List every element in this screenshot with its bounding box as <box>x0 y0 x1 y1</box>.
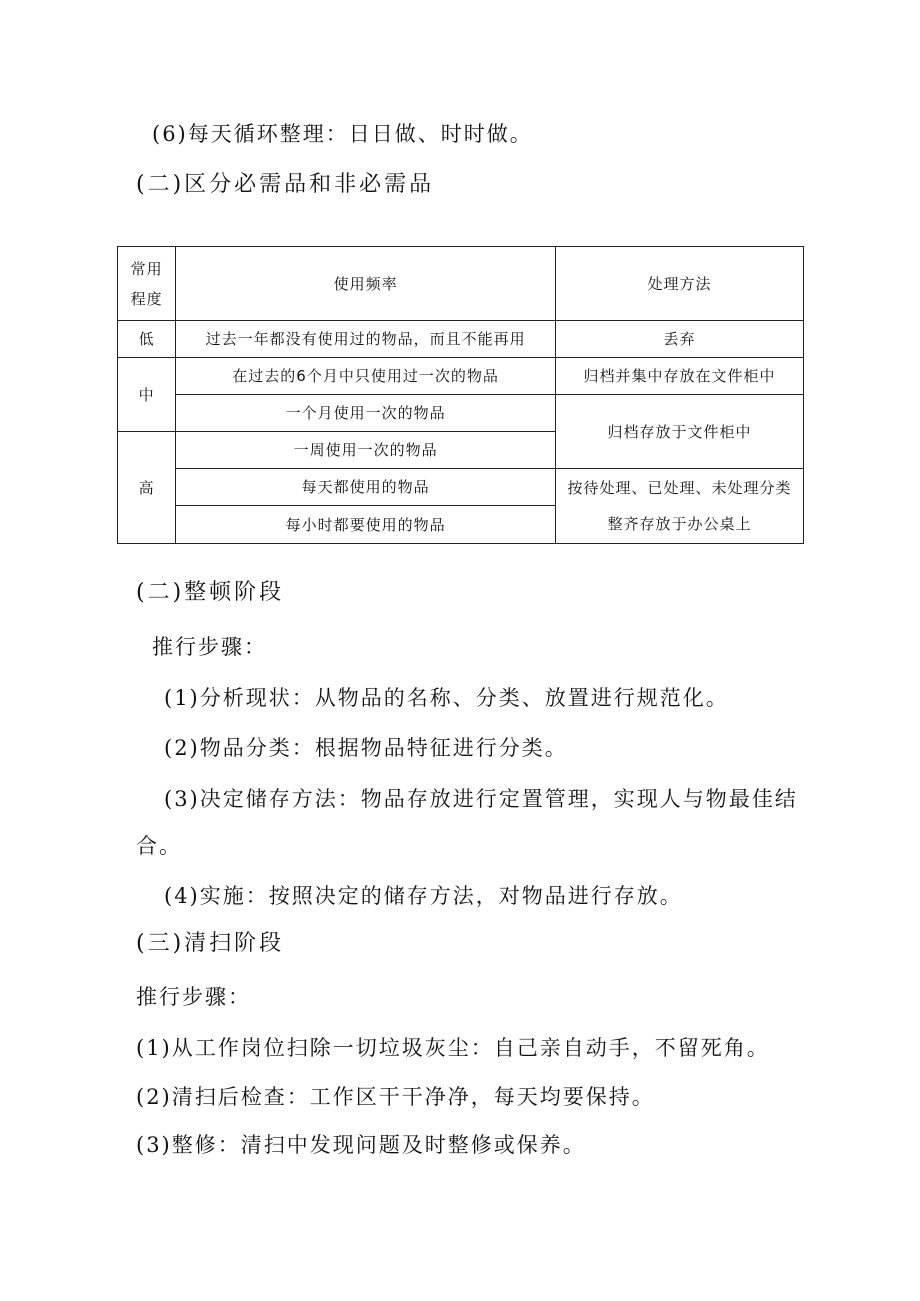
usage-frequency-table-container <box>117 246 804 543</box>
table-row <box>118 358 804 395</box>
frequency-cell: 过去一年都没有使用过的物品，而且不能再用 <box>176 321 556 358</box>
level-high: 高 <box>118 432 176 544</box>
level-mid: 中 <box>118 358 176 432</box>
table-row <box>118 469 804 506</box>
header-method: 处理方法 <box>555 247 803 321</box>
frequency-cell: 一周使用一次的物品 <box>176 432 556 469</box>
frequency-cell: 一个月使用一次的物品 <box>176 395 556 432</box>
frequency-cell: 每小时都要使用的物品 <box>176 506 556 544</box>
table-row <box>118 321 804 358</box>
header-degree-line1: 常用 <box>130 259 163 278</box>
method-cell: 丢弃 <box>555 321 803 358</box>
paragraph-step-inspect: (2)清扫后检查：工作区干干净净，每天均要保持。 <box>136 1085 655 1109</box>
method-cell: 归档并集中存放在文件柜中 <box>555 358 803 395</box>
paragraph-steps-label: 推行步骤： <box>152 635 267 659</box>
paragraph-step-sweep: (1)从工作岗位扫除一切垃圾灰尘：自己亲自动手，不留死角。 <box>136 1036 770 1060</box>
paragraph-step-storage-cont: 合。 <box>136 834 182 858</box>
usage-frequency-table <box>117 246 804 544</box>
frequency-cell: 在过去的6个月中只使用过一次的物品 <box>176 358 556 395</box>
table-row <box>118 395 804 432</box>
method-cell: 按待处理、已处理、未处理分类整齐存放于办公桌上 <box>555 469 803 544</box>
table-header-row <box>118 247 804 321</box>
paragraph-step-implement: (4)实施：按照决定的储存方法，对物品进行存放。 <box>164 884 683 908</box>
section-heading-clean: (三)清扫阶段 <box>136 931 285 956</box>
header-degree-line2: 程度 <box>130 289 163 308</box>
section-heading-arrange: (二)整顿阶段 <box>136 580 285 605</box>
header-degree <box>118 247 176 321</box>
paragraph-step-analyze: (1)分析现状：从物品的名称、分类、放置进行规范化。 <box>164 686 729 710</box>
header-frequency: 使用频率 <box>176 247 556 321</box>
paragraph-daily-cycle: (6)每天循环整理：日日做、时时做。 <box>152 122 533 146</box>
frequency-cell: 每天都使用的物品 <box>176 469 556 506</box>
paragraph-step-repair: (3)整修：清扫中发现问题及时整修或保养。 <box>136 1133 586 1157</box>
paragraph-steps-label-2: 推行步骤： <box>136 985 251 1009</box>
level-low: 低 <box>118 321 176 358</box>
paragraph-step-storage: (3)决定储存方法：物品存放进行定置管理，实现人与物最佳结 <box>164 787 798 811</box>
method-cell: 归档存放于文件柜中 <box>555 395 803 469</box>
section-heading-sort: (二)区分必需品和非必需品 <box>136 172 435 197</box>
paragraph-step-classify: (2)物品分类：根据物品特征进行分类。 <box>164 736 568 760</box>
